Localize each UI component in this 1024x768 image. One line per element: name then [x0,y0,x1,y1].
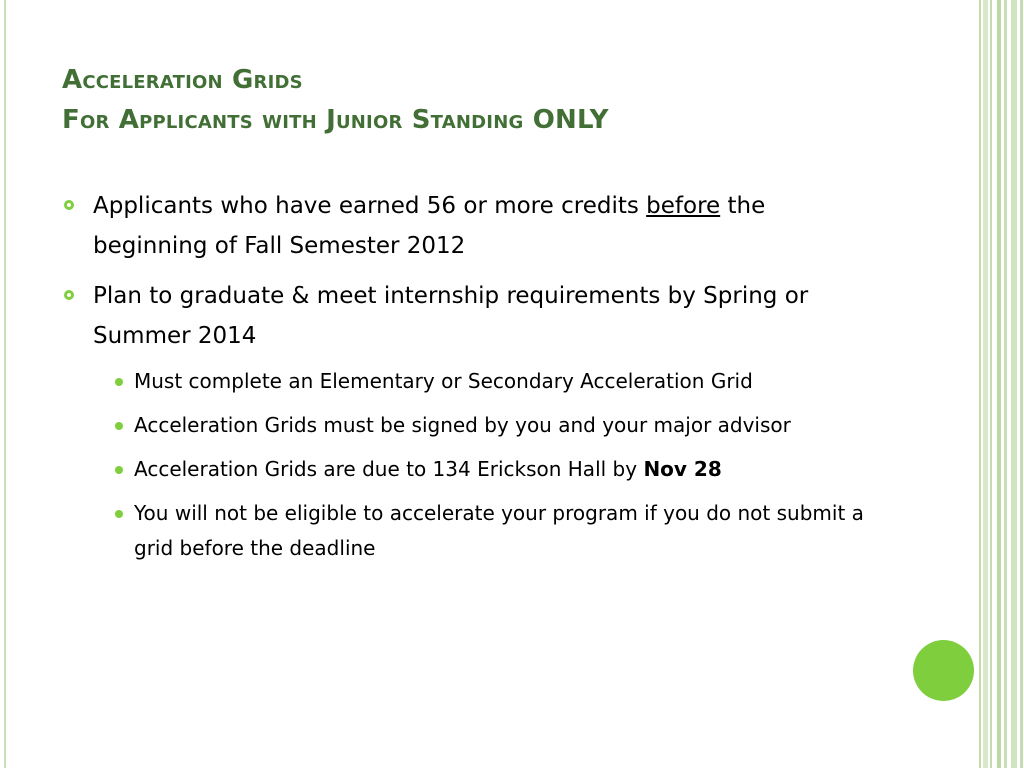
title-line-2-text: For Applicants with Junior Standing [62,105,533,135]
bullet-text: the beginning of Fall Semester 2012 [93,193,766,259]
decorative-stripes [976,0,1024,768]
ring-bullet-icon [64,290,74,300]
decorative-green-circle [913,640,974,701]
bullet-text: Applicants who have earned 56 or more credits [93,193,647,219]
stripe [979,0,981,768]
stripe [990,0,992,768]
title-line-1: Acceleration Grids [62,65,303,95]
ring-bullet-icon [64,200,74,210]
dot-bullet-icon [115,466,123,474]
stripe [997,0,1001,768]
stripe [1011,0,1017,768]
title-only-emphasis: ONLY [532,105,609,135]
dot-bullet-icon [115,422,123,430]
sub-bullet-item [93,452,864,487]
sub-bullet-item [93,496,864,566]
underlined-text: before [646,193,721,219]
bullet-text: Plan to graduate & meet internship requirements by Spring or Summer 2014 [93,283,809,349]
sub-bullet-text: Must complete an Elementary or Secondary Acceleration Grid [134,369,753,393]
sub-bullet-text: Acceleration Grids are due to 134 Erickson Hall by [134,457,644,481]
stripe [1004,0,1007,768]
dot-bullet-icon [115,378,123,386]
slide-title [62,60,609,140]
sub-bullet-item [93,364,864,399]
dot-bullet-icon [115,510,123,518]
due-date: Nov 28 [643,457,722,481]
bullet-item [64,276,864,566]
sub-bullet-text: You will not be eligible to accelerate your program if you do not submit a grid before the deadline [134,501,864,560]
stripe [1020,0,1023,768]
title-line-2 [62,100,609,140]
slide-body [64,186,864,576]
sub-bullet-text: Acceleration Grids must be signed by you and your major advisor [134,413,791,437]
bullet-item [64,186,864,266]
slide-left-border [4,0,6,768]
sub-bullet-list [93,364,864,566]
sub-bullet-item [93,408,864,443]
stripe [983,0,988,768]
